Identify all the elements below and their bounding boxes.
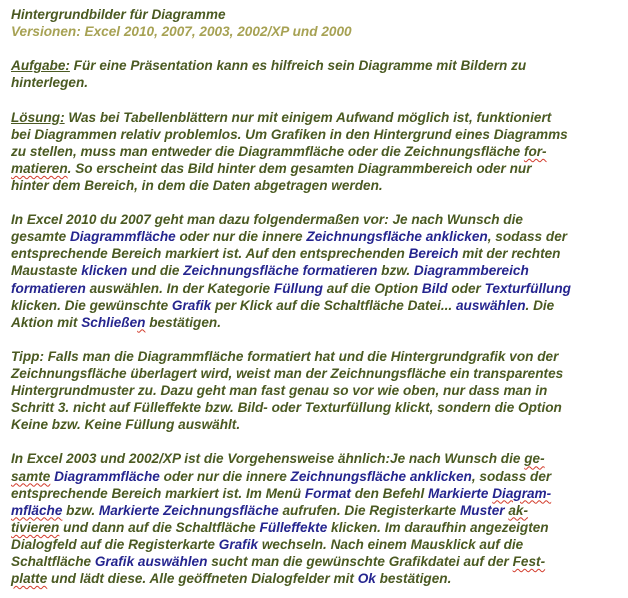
document-content — [11, 57, 617, 587]
spellcheck-flagged-word: platte — [11, 571, 48, 587]
text-run: Schritt 3. nicht auf Fülleffekte bzw. Bild- oder Texturfüllung klickt, sondern die Option — [11, 400, 562, 416]
spellcheck-flagged-word: ge- — [524, 451, 545, 467]
text-run: Für eine Präsentation kann es hilfreich sein Diagramme mit Bildern zu — [69, 58, 527, 74]
text-run: , sodass der — [471, 468, 552, 484]
text-run: bzw. — [377, 263, 414, 279]
blank-line — [11, 194, 617, 211]
keyword-term: Texturfüllung — [484, 280, 571, 296]
paragraph-excel-2010-2007 — [11, 211, 617, 331]
keyword-term: Format — [304, 485, 351, 501]
keyword-term: Diagrammfläche — [69, 229, 176, 245]
document-title: Hintergrundbilder für Diagramme — [11, 7, 226, 22]
text-line — [11, 143, 617, 160]
spellcheck-flagged-word: Fest- — [512, 554, 546, 569]
text-run: den Befehl — [350, 485, 428, 501]
text-line — [11, 348, 617, 365]
spellcheck-flagged-word: samte — [11, 468, 51, 484]
keyword-term: Ok — [357, 571, 376, 587]
keyword-term: Muster — [459, 502, 505, 518]
text-line — [11, 570, 617, 587]
spellcheck-flagged-word: matieren — [11, 160, 68, 176]
text-line — [11, 211, 617, 228]
keyword-term: Fülleffekte — [259, 519, 328, 535]
section-label: Aufgabe: — [11, 58, 70, 74]
blank-line — [11, 331, 617, 348]
keyword-term: Schließe — [81, 314, 138, 330]
text-run: entsprechende Bereich markiert ist. Auf den entsprechenden — [11, 246, 409, 262]
blank-line — [11, 91, 617, 108]
text-line — [11, 450, 617, 467]
text-line — [11, 245, 617, 262]
keyword-term: Zeichnungsfläche anklicken — [306, 229, 488, 245]
keyword-term: klicken — [81, 263, 128, 279]
text-run: bestätigen. — [145, 314, 222, 330]
text-line — [11, 314, 617, 331]
paragraph-loesung — [11, 109, 617, 194]
text-run: In Excel 2003 und 2002/XP ist die Vorgehensweise ähnlich:Je nach Wunsch die — [11, 451, 525, 467]
text-run: klicken. Im daraufhin angezeigten — [327, 519, 549, 535]
text-line — [11, 416, 617, 433]
keyword-term: Grafik — [171, 297, 212, 313]
text-run: gesamte — [11, 229, 70, 245]
text-run: zu stellen, muss man entweder die Diagrammfläche oder die Zeichnungsfläche — [11, 143, 524, 159]
keyword-term: Diagrammbereich — [413, 263, 529, 279]
keyword-term: Grafik auswählen — [94, 554, 208, 569]
text-run: mit der rechten — [458, 246, 561, 262]
text-run: Tipp: Falls man die Diagrammfläche formatiert hat und die Hintergrundgrafik von der — [11, 348, 559, 364]
spellcheck-flagged-word: ak- — [508, 502, 528, 518]
text-run: und lädt diese. Alle geöffneten Dialogfelder mit — [47, 571, 358, 587]
keyword-term: Diagrammfläche — [54, 468, 160, 484]
keyword-term: auswählen — [456, 297, 526, 313]
text-line — [11, 519, 617, 536]
keyword-term: Markierte — [428, 485, 493, 501]
text-line — [11, 160, 617, 177]
text-run: In Excel 2010 du 2007 geht man dazu folgendermaßen vor: Je nach Wunsch die — [11, 212, 523, 228]
text-line — [11, 382, 617, 399]
text-run: auf die Option — [322, 280, 422, 296]
text-run: . So erscheint das Bild hinter dem gesamten Diagrammbereich oder nur — [67, 160, 532, 176]
text-run: bestätigen. — [375, 571, 452, 587]
document-versions: Versionen: Excel 2010, 2007, 2003, 2002/XP und 2000 — [11, 24, 352, 40]
keyword-term: formatieren — [11, 280, 86, 296]
text-run: oder nur die innere — [159, 468, 291, 484]
text-run: bei Diagrammen relativ problemlos. Um Grafiken in den Hintergrund eines Diagramms — [11, 126, 568, 142]
paragraph-excel-2003-2002 — [11, 450, 617, 587]
text-run: Hintergrundmuster zu. Dazu geht man fast genau so vor wie oben, nur dass man in — [11, 383, 548, 399]
spellcheck-flagged-word: tivieren — [11, 519, 60, 535]
text-run: klicken. Die gewünschte — [11, 297, 172, 313]
text-line — [11, 297, 617, 314]
text-line — [11, 485, 617, 502]
text-run: Schaltfläche — [11, 554, 95, 569]
text-line — [11, 553, 617, 570]
text-line — [11, 177, 617, 194]
text-line — [11, 74, 617, 91]
text-line — [11, 280, 617, 297]
blank-line — [11, 40, 617, 57]
document-body — [11, 6, 617, 587]
text-run: , sodass der — [487, 229, 568, 245]
blank-line — [11, 433, 617, 450]
text-line — [11, 109, 617, 126]
text-line — [11, 502, 617, 519]
text-run: auswählen. In der Kategorie — [85, 280, 274, 296]
text-line — [11, 399, 617, 416]
text-run: Dialogfeld auf die Registerkarte — [11, 536, 219, 552]
text-run: per Klick auf die Schaltfläche Datei... — [211, 297, 456, 313]
text-run: Zeichnungsfläche überlagert wird, weist man der Zeichnungsfläche ein transparentes — [11, 365, 564, 381]
text-line — [11, 262, 617, 279]
keyword-term: Grafik — [218, 536, 259, 552]
section-label: Lösung: — [11, 109, 65, 125]
spellcheck-flagged-keyword: Diagram- — [492, 485, 552, 501]
text-run: und die — [127, 263, 184, 279]
keyword-term: Markierte Zeichnungsfläche — [98, 502, 279, 518]
spellcheck-flagged-keyword: n — [137, 314, 146, 330]
keyword-term: Füllung — [273, 280, 323, 296]
text-run: Aktion mit — [11, 314, 82, 330]
text-run: entsprechende Bereich markiert ist. Im Menü — [11, 485, 305, 501]
keyword-term: Zeichnungsfläche formatieren — [183, 263, 378, 279]
text-run: und dann auf die Schaltfläche — [59, 519, 260, 535]
text-run: oder nur die innere — [175, 229, 307, 245]
spellcheck-flagged-keyword: mfläche — [11, 502, 63, 518]
text-run: oder — [447, 280, 485, 296]
text-line — [11, 365, 617, 382]
text-run: Was bei Tabellenblättern nur mit einigem Aufwand möglich ist, funktioniert — [64, 109, 552, 125]
text-run: hinterlegen. — [11, 75, 89, 91]
keyword-term: Zeichnungsfläche anklicken — [290, 468, 472, 484]
text-run: Keine bzw. Keine Füllung auswählt. — [11, 417, 241, 433]
text-line — [11, 228, 617, 245]
text-line — [11, 57, 617, 74]
paragraph-aufgabe — [11, 57, 617, 91]
text-run: bzw. — [62, 502, 99, 518]
paragraph-tipp — [11, 348, 617, 433]
text-line — [11, 468, 617, 485]
text-run: sucht man die gewünschte Grafikdatei auf der — [207, 554, 513, 569]
text-line — [11, 536, 617, 553]
text-line — [11, 126, 617, 143]
keyword-term: Bereich — [408, 246, 459, 262]
text-run: Maustaste — [11, 263, 82, 279]
text-run: hinter dem Bereich, in dem die Daten abgetragen werden. — [11, 177, 383, 193]
keyword-term: Bild — [421, 280, 448, 296]
spellcheck-flagged-word: for- — [523, 143, 547, 159]
text-run: . Die — [525, 297, 555, 313]
text-run: wechseln. Nach einem Mausklick auf die — [258, 536, 524, 552]
text-run: aufrufen. Die Registerkarte — [278, 502, 460, 518]
